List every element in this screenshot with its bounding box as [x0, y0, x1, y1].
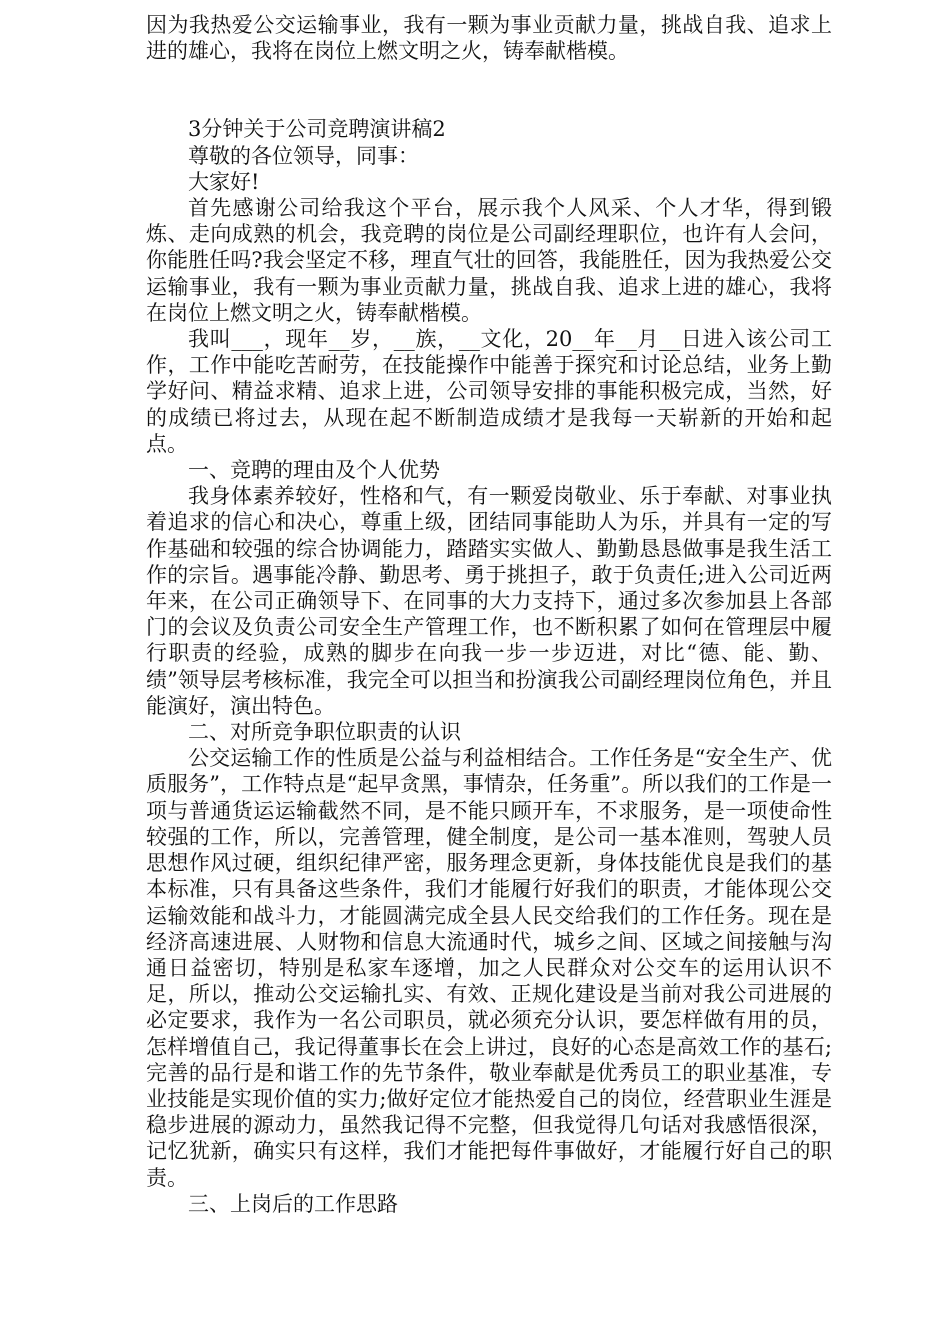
document-title: 3分钟关于公司竞聘演讲稿2 [188, 117, 446, 142]
section-heading: 一、竞聘的理由及个人优势 [188, 458, 440, 483]
section-heading: 三、上岗后的工作思路 [188, 1191, 398, 1216]
section-heading: 二、对所竞争职位职责的认识 [188, 720, 461, 745]
greeting: 大家好! [188, 169, 260, 194]
body-paragraph: 我身体素养较好，性格和气，有一颗爱岗敬业、乐于奉献、对事业执着追求的信心和决心，尊重上级，团结同事能助人为乐，并具有一定的写作基础和较强的综合协调能力，踏踏实实做人、勤勤恳恳做事是我生活工作的宗旨。遇事能冷静、勤思考、勇于挑担子，敢于负责任;进入公司近两年来，在公司正确领导下、在同事的大力支持下，通过多次参加县上各部门的会议及负责公司安全生产管理工作，也不断积累了如何在管理层中履行职责的经验，成熟的脚步在向我一步一步迈进，对比“德、能、勤、绩”领导层考核标准，我完全可以担当和扮演我公司副经理岗位角色，并且能演好，演出特色。 [146, 484, 832, 718]
body-paragraph: 我叫___，现年__岁，__族，__文化，20__年__月__日进入该公司工作，工作中能吃苦耐劳，在技能操作中能善于探究和讨论总结，业务上勤学好问、精益求精、追求上进，公司领导安排的事能积极完成，当然，好的成绩已将过去，从现在起不断制造成绩才是我每一天崭新的开始和起点。 [146, 327, 832, 456]
previous-page-fragment: 因为我热爱公交运输事业，我有一颗为事业贡献力量，挑战自我、追求上进的雄心，我将在岗位上燃文明之火，铸奉献楷模。 [146, 13, 832, 64]
document-page [146, 12, 832, 1217]
salutation: 尊敬的各位领导，同事： [188, 143, 419, 168]
body-paragraph: 首先感谢公司给我这个平台，展示我个人风采、个人才华，得到锻炼、走向成熟的机会，我竞聘的岗位是公司副经理职位，也许有人会问，你能胜任吗?我会坚定不移，理直气壮的回答，我能胜任，因为我热爱公交运输事业，我有一颗为事业贡献力量，挑战自我、追求上进的雄心，我将在岗位上燃文明之火，铸奉献楷模。 [146, 196, 832, 325]
body-paragraph: 公交运输工作的性质是公益与利益相结合。工作任务是“安全生产、优质服务”，工作特点是“起早贪黑，事情杂，任务重”。所以我们的工作是一项与普通货运运输截然不同，是不能只顾开车，不求服务，是一项使命性较强的工作，所以，完善管理，健全制度，是公司一基本准则，驾驶人员思想作风过硬，组织纪律严密，服务理念更新，身体技能优良是我们的基本标准，只有具备这些条件，我们才能履行好我们的职责，才能体现公交运输效能和战斗力，才能圆满完成全县人民交给我们的工作任务。现在是经济高速进展、人财物和信息大流通时代，城乡之间、区域之间接触与沟通日益密切，特别是私家车逐增，加之人民群众对公交车的运用认识不足，所以，推动公交运输扎实、有效、正规化建设是当前对我公司进展的必定要求，我作为一名公司职员，就必须充分认识，要怎样做有用的员，怎样增值自己，我记得董事长在会上讲过，良好的心态是高效工作的基石;完善的品行是和谐工作的先节条件，敬业奉献是优秀员工的职业基准，专业技能是实现价值的实力;做好定位才能热爱自己的岗位，经营职业生涯是稳步进展的源动力，虽然我记得不完整，但我觉得几句话对我感悟很深，记忆犹新，确实只有这样，我们才能把每件事做好，才能履行好自己的职责。 [146, 746, 832, 1190]
